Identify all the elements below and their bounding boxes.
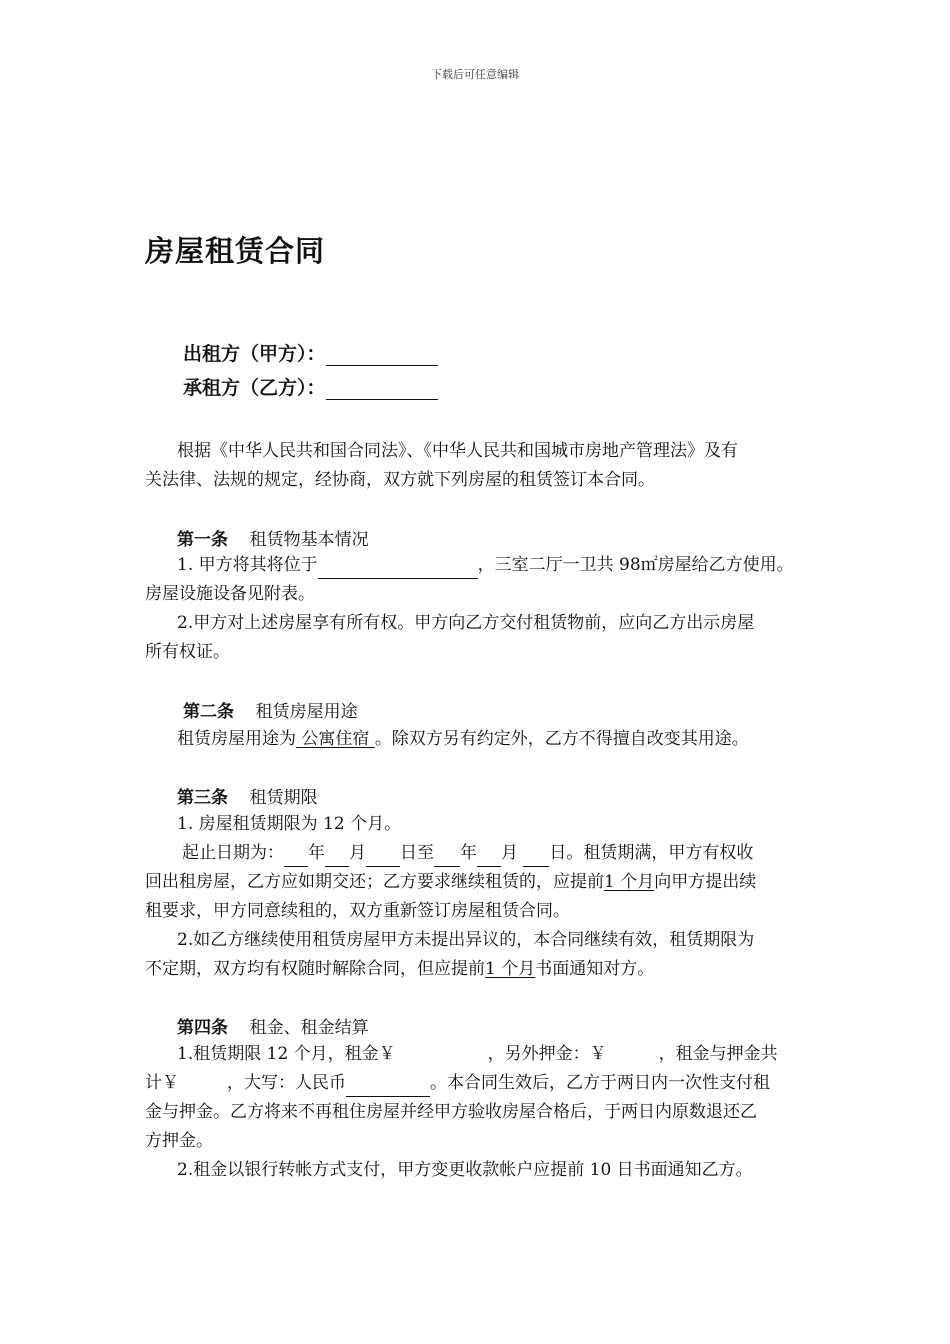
article3-p2-cont-2: 租要求，甲方同意续租的，双方重新签订房屋租赁合同。 xyxy=(145,901,570,921)
article3-p1: 1. 房屋租赁期限为 12 个月。 xyxy=(177,814,402,834)
year-label: 年 xyxy=(308,843,325,863)
article2-p1 xyxy=(177,725,749,753)
article3-p2-text-c: 向甲方提出续 xyxy=(654,872,757,892)
usage-value: 公寓住宿 xyxy=(296,729,375,749)
article3-p3-cont xyxy=(145,955,654,983)
article3-title: 租赁期限 xyxy=(249,788,318,808)
article4-p1-text-c: ，租金与押金共 xyxy=(658,1044,778,1064)
page-header: 下载后可任意编辑 xyxy=(431,68,519,81)
article2-title: 租赁房屋用途 xyxy=(255,702,358,722)
start-month-blank[interactable] xyxy=(325,849,349,867)
article1-p1 xyxy=(177,551,794,579)
article1-heading xyxy=(177,525,369,550)
article4-p1-cont xyxy=(145,1069,770,1097)
rent-label: 1.租赁期限 12 个月，租金￥ xyxy=(177,1044,396,1064)
article1-p1-text-b: ，三室二厅一卫共 98㎡房屋给乙方使用。 xyxy=(477,555,794,575)
article1-p2-cont: 所有权证。 xyxy=(145,642,230,662)
article4-p2: 2.租金以银行转帐方式支付，甲方变更收款帐户应提前 10 日书面通知乙方。 xyxy=(177,1160,753,1180)
article1-title: 租赁物基本情况 xyxy=(249,530,369,550)
end-year-blank[interactable] xyxy=(434,849,460,867)
article3-p2-text-b: 回出租房屋，乙方应如期交还；乙方要求继续租赁的，应提前 xyxy=(145,872,604,892)
end-month-blank[interactable] xyxy=(477,849,501,867)
article4-title: 租金、租金结算 xyxy=(249,1018,369,1038)
intro-line-2: 关法律、法规的规定，经协商，双方就下列房屋的租赁签订本合同。 xyxy=(145,470,655,490)
address-blank[interactable] xyxy=(318,561,478,579)
lessee-blank[interactable] xyxy=(326,378,438,400)
article4-p1-cont-3: 方押金。 xyxy=(145,1131,213,1151)
date-label: 起止日期为： xyxy=(182,843,284,863)
month-label: 月 xyxy=(501,843,518,863)
article3-p3-text-b: 不定期，双方均有权随时解除合同，但应提前 xyxy=(145,959,485,979)
article4-p1-cont-2: 金与押金。乙方将来不再租住房屋并经甲方验收房屋合格后，于两日内原数退还乙 xyxy=(145,1102,757,1122)
lessor-blank[interactable] xyxy=(326,344,438,366)
start-day-blank[interactable] xyxy=(366,849,400,867)
document-title: 房屋租赁合同 xyxy=(145,234,326,268)
article1-p1-cont: 房屋设施设备见附表。 xyxy=(145,584,315,604)
article3-p2-cont xyxy=(145,868,756,896)
article2-p1-text-b: 。除双方另有约定外，乙方不得擅自改变其用途。 xyxy=(374,729,749,749)
article3-number: 第三条 xyxy=(177,788,228,808)
article3-p2 xyxy=(182,839,753,867)
start-year-blank[interactable] xyxy=(284,849,308,867)
lessor-line xyxy=(183,339,438,366)
end-day-blank[interactable] xyxy=(523,849,549,867)
intro-line-1: 根据《中华人民共和国合同法》、《中华人民共和国城市房地产管理法》及有 xyxy=(177,441,738,461)
lessor-label: 出租方（甲方）： xyxy=(183,343,326,365)
amount-words-label: ，大写：人民币 xyxy=(227,1073,346,1093)
article2-heading xyxy=(183,697,358,722)
article4-heading xyxy=(177,1013,369,1038)
amount-words-blank[interactable] xyxy=(346,1079,430,1097)
article4-p1 xyxy=(177,1040,778,1068)
article2-number: 第二条 xyxy=(183,702,234,722)
article2-p1-text-a: 租赁房屋用途为 xyxy=(177,729,296,749)
lessee-label: 承租方（乙方）： xyxy=(183,377,326,399)
article1-p2: 2.甲方对上述房屋享有所有权。甲方向乙方交付租赁物前，应向乙方出示房屋 xyxy=(177,613,755,633)
year-label: 年 xyxy=(460,843,477,863)
month-label: 月 xyxy=(349,843,366,863)
article3-p2-text: 日。租赁期满，甲方有权收 xyxy=(549,843,754,863)
article4-p1-text-f: 。本合同生效后，乙方于两日内一次性支付租 xyxy=(430,1073,770,1093)
lessee-line xyxy=(183,373,438,400)
article3-p3: 2.如乙方继续使用租赁房屋甲方未提出异议的，本合同继续有效，租赁期限为 xyxy=(177,930,755,950)
article4-number: 第四条 xyxy=(177,1018,228,1038)
deposit-label: ，另外押金：￥ xyxy=(487,1044,607,1064)
termination-notice-period: 1 个月 xyxy=(485,959,536,979)
article3-heading xyxy=(177,783,318,808)
day-to-label: 日至 xyxy=(400,843,434,863)
renewal-notice-period: 1 个月 xyxy=(604,872,655,892)
article1-p1-text-a: 1. 甲方将其将位于 xyxy=(177,555,318,575)
article1-number: 第一条 xyxy=(177,530,228,550)
article3-p3-text-c: 书面通知对方。 xyxy=(535,959,655,979)
total-label: 计￥ xyxy=(145,1073,179,1093)
